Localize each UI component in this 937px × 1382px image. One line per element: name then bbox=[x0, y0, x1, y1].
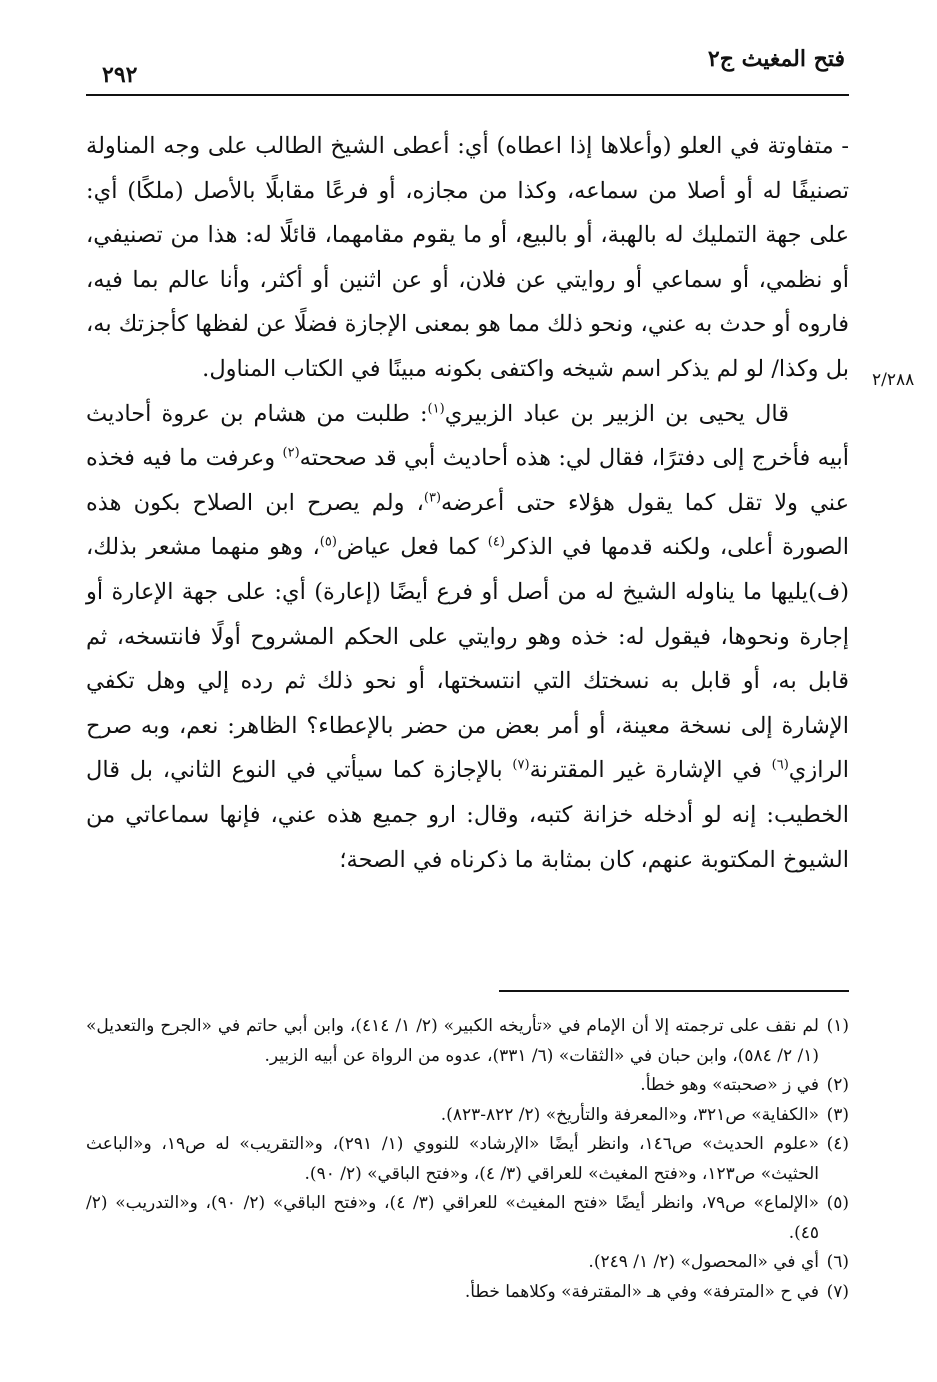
text-run: ، وهو منهما مشعر بذلك، (ف)يليها ما يناوله الشيخ له من أصل أو فرع أيضًا (إعارة) أي: على جهة الإعارة أو إجارة ونحوها، فيقول له: خذه وهو روايتي على الحكم المشروح أولًا فانتسخه، ثم قابل به، أو قابل به نسختك التي انتسختها، أو نحو ذلك ثم رده إلي وهل تكفي الإشارة إلى نسخة معينة، أو أمر بعض من حضر بالإعطاء؟ الظاهر: نعم، وبه صرح الرازي bbox=[86, 534, 850, 784]
footnote-number: (٣) bbox=[826, 1104, 849, 1125]
footnote-marker: (٤) bbox=[487, 534, 505, 550]
text-run: بالإجازة كما سيأتي في النوع الثاني، بل قال الخطيب: إنه لو أدخله خزانة كتبه، وقال: ارو جميع هذه عني، فإنها سماعاتي من الشيوخ المكتوبة عنهم، كان بمثابة ما ذكرناه في الصحة؛ bbox=[86, 757, 849, 873]
text-run: في الإشارة غير المقترنة bbox=[529, 757, 772, 784]
text-run: : طلبت من هشام بن عروة أحاديث أبيه فأخرج إلى دفترًا، فقال لي: هذه أحاديث أبي قد صححته bbox=[86, 400, 850, 472]
text-run: وعرفت ما فيه فخذه عني ولا تقل كما يقول هؤلاء حتى أعرضه bbox=[86, 445, 850, 516]
running-header-title: فتح المغيث ج٢ bbox=[707, 46, 845, 72]
footnote-text: أي في «المحصول» (٢/ ١/ ٢٤٩). bbox=[588, 1252, 819, 1272]
footnote bbox=[86, 1278, 849, 1308]
footnote-separator bbox=[499, 990, 849, 992]
page-number: ٢٩٢ bbox=[92, 62, 147, 88]
footnote-number: (١) bbox=[826, 1016, 849, 1036]
footnote bbox=[86, 1130, 849, 1189]
footnote bbox=[86, 1012, 849, 1071]
footnote-number: (٧) bbox=[826, 1281, 849, 1302]
footnote bbox=[86, 1248, 849, 1278]
footnote-marker: (٣) bbox=[423, 490, 442, 506]
paragraph bbox=[86, 392, 849, 883]
footnote bbox=[86, 1071, 849, 1101]
footnote bbox=[86, 1189, 849, 1248]
text-run: ، ولم يصرح ابن الصلاح بكون هذه الصورة أعلى، ولكنه قدمها في الذكر bbox=[86, 489, 849, 561]
text-run: قال يحيى بن الزبير بن عباد الزبيري bbox=[444, 400, 789, 427]
footnote-marker: (١) bbox=[427, 401, 445, 417]
footnote-marker: (٥) bbox=[319, 534, 337, 550]
main-text bbox=[86, 124, 849, 882]
footnotes bbox=[86, 1012, 849, 1307]
text-run: - متفاوتة في العلو (وأعلاها إذا اعطاه) أي: أعطى الشيخ الطالب على وجه المناولة تصنيفًا له أو أصلا من سماعه، وكذا من مجازه، أو فرعًا مقابلًا بالأصل (ملكًا) أي: على جهة التمليك له بالهبة، أو بالبيع، أو ما يقوم مقامهما، قائلًا له: هذا من تصنيفي، أو نظمي، أو سماعي أو روايتي عن فلان، أو عن اثنين أو أكثر، وأنا عالم بما فيه، فاروه أو حدث به عني، ونحو ذلك مما هو بمعنى الإجازة فضلًا عن لفظها كأجزتك به، بل وكذا/ لو لم يذكر اسم شيخه واكتفى بكونه مبينًا في الكتاب المناول. bbox=[86, 133, 849, 382]
footnote bbox=[86, 1101, 849, 1131]
footnote-marker: (٢) bbox=[282, 445, 300, 461]
footnote-text: «الإلماع» ص٧٩، وانظر أيضًا «فتح المغيث» للعراقي (٣/ ٤)، و«فتح الباقي» (٢/ ٩٠)، و«التدريب» (٢/ ٤٥). bbox=[86, 1193, 819, 1243]
margin-reference: ٢/٢٨٨ bbox=[872, 370, 915, 390]
footnote-text: «الكفاية» ص٣٢١، و«المعرفة والتأريخ» (٢/ ٨٢٢-٨٢٣). bbox=[440, 1104, 819, 1125]
footnote-marker: (٧) bbox=[512, 757, 530, 773]
footnote-number: (٦) bbox=[826, 1252, 849, 1272]
footnote-number: (٤) bbox=[826, 1134, 849, 1154]
footnote-text: في ح «المترفة» وفي هـ «المقترفة» وكلاهما خطأ. bbox=[464, 1281, 819, 1302]
footnote-text: لم نقف على ترجمته إلا أن الإمام في «تأريخه الكبير» (٢/ ١/ ٤١٤)، وابن أبي حاتم في «الجرح والتعديل» (١/ ٢/ ٥٨٤)، وابن حبان في «الثقات» (٦/ ٣٣١)، عدوه من الرواة عن أبيه الزبير. bbox=[86, 1016, 819, 1066]
paragraph bbox=[86, 124, 849, 392]
footnote-number: (٥) bbox=[826, 1193, 849, 1213]
header-rule bbox=[86, 94, 849, 96]
footnote-text: «علوم الحديث» ص١٤٦، وانظر أيضًا «الإرشاد» للنووي (١/ ٢٩١)، و«التقريب» له ص١٩، و«الباعث الحثيث» ص١٢٣، و«فتح المغيث» للعراقي (٣/ ٤)، و«فتح الباقي» (٢/ ٩٠). bbox=[86, 1134, 819, 1184]
footnote-marker: (٦) bbox=[771, 757, 789, 773]
footnote-text: في ز «صحبته» وهو خطأ. bbox=[640, 1075, 819, 1095]
footnote-number: (٢) bbox=[826, 1075, 849, 1095]
text-run: كما فعل عياض bbox=[336, 534, 488, 561]
